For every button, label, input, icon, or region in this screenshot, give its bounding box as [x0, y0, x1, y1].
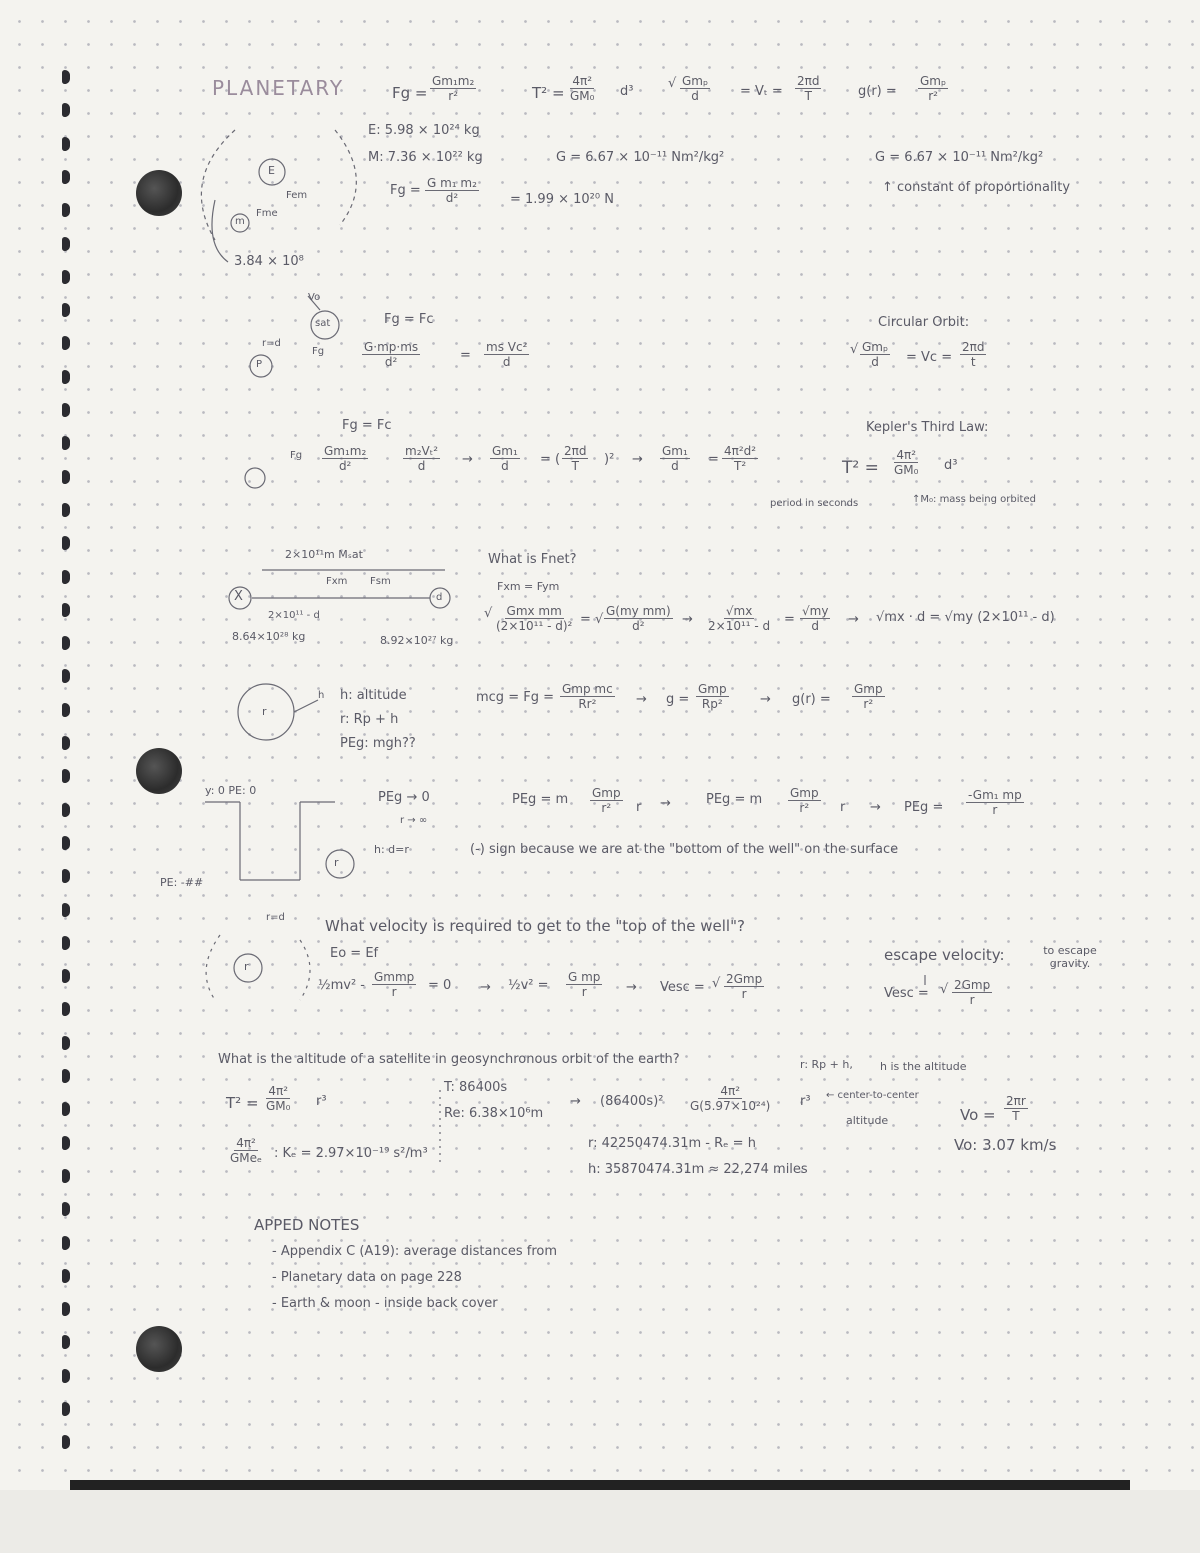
kepler-frac-1: $\frac{\text{Gm₁m₂}}{\text{d²}}$ [324, 444, 367, 473]
fem-label: Fem [286, 190, 308, 201]
escape-note: to escape gravity. [1043, 944, 1097, 970]
kepler-d3: d³ [944, 458, 958, 473]
fnet-frac-a: Gmx mm (2×10¹¹ - d)² [496, 604, 573, 633]
g-note-text: ↑ constant of proportionality [882, 180, 1071, 195]
geo-calc: (86400s)² [600, 1094, 664, 1109]
mx-label: 8.64×10²⁸ kg [232, 630, 306, 643]
rd-label-2: r=d [266, 912, 285, 923]
arrow: → [848, 612, 859, 627]
arrow: → [570, 1094, 581, 1109]
page-title: PLANETARY [212, 76, 345, 100]
arrow: → [682, 612, 693, 627]
kepler-frac-2: $\frac{\text{m₂Vₜ²}}{d}$ [405, 444, 439, 473]
kepler-frac-5: $\frac{\text{Gm₁}}{d}$ [662, 444, 688, 473]
arrow: → [632, 452, 643, 467]
sqrt-symbol: √ [850, 342, 859, 357]
peg-zero: PEg → 0 [378, 790, 430, 805]
circ-equals: = [460, 348, 471, 363]
geo-r3: r³ [316, 1094, 327, 1109]
gr-label: g(r) = [858, 84, 897, 99]
fnet-frac-c: $\frac{√mx}{\text{2×10¹¹ - d}}$ [708, 604, 771, 633]
bl-label: 2×10¹¹ - d [268, 610, 320, 621]
geo-t2: T² = [226, 1094, 259, 1112]
ctc-note: ← center-to-center [826, 1090, 919, 1101]
escape-e1: ½mv² - [318, 978, 365, 993]
escape-e2: = 0 [428, 978, 452, 993]
kepler-title: Kepler's Third Law: [866, 420, 989, 435]
r-label: r [262, 705, 267, 718]
kepler-t2: T² = [532, 84, 565, 102]
pe-f1-r: r [636, 800, 642, 815]
vesc-label: Vesc = [884, 986, 929, 1001]
equals: = √ [580, 612, 604, 627]
pe-frac-2: Gmp r² [790, 786, 819, 815]
g-note-value: G = 6.67 × 10⁻¹¹ Nm²/kg² [875, 150, 1044, 165]
well-pe-label: PE: -## [160, 876, 204, 889]
fg-fc-1: Fg = Fc [384, 312, 434, 327]
equals: = ( [540, 452, 561, 467]
escape-frac-4: 2Gmp r [726, 972, 763, 1001]
vo-label: Vo = [960, 1106, 996, 1124]
sqrt-symbol: √ [484, 606, 493, 621]
gravity-fraction: $\frac{\text{Gm₁m₂}}{\text{r²}}$ [432, 74, 475, 103]
arrow: → [760, 692, 771, 707]
altitude-note: altitude [846, 1114, 889, 1127]
escape-title: escape velocity: [884, 946, 1005, 964]
arrow: → [480, 980, 491, 995]
escape-e3: ½v² = [508, 978, 549, 993]
arrow: → [462, 452, 473, 467]
distance-label: 2×10¹¹m Mₛat [285, 548, 363, 561]
kepler-d3: d³ [620, 84, 634, 99]
vo-label: Vo [308, 292, 321, 303]
period-note: period in seconds [770, 498, 859, 509]
vo-result: Vo: 3.07 km/s [954, 1136, 1057, 1154]
vt-fraction: $\frac{2\pi d}{T}$ [797, 74, 820, 103]
note-item: - Planetary data on page 228 [272, 1270, 462, 1285]
fsm-label: Fsm [370, 576, 391, 587]
mass-note: ↑M₀: mass being orbited [912, 494, 1036, 505]
kepler-frac-6: $\frac{\text{4π²d²}}{\text{T²}}$ [724, 444, 757, 473]
x-label: X [234, 589, 243, 604]
arrow: → [626, 980, 637, 995]
well-r-label: r [334, 856, 339, 869]
moon-mass: M: 7.36 × 10²² kg [368, 150, 483, 165]
kepler-frac-3: $\frac{\text{Gm₁}}{d}$ [492, 444, 518, 473]
altitude-def: h: altitude [340, 688, 407, 703]
note-item: - Earth & moon - inside back cover [272, 1296, 498, 1311]
g-label: g = [666, 692, 690, 707]
equals: = [784, 612, 795, 627]
geo-frac-c: $\frac{\text{4π²}}{\text{G(5.97×10²⁴)}}$ [690, 1084, 771, 1113]
sqrt-symbol: √ [712, 976, 721, 991]
escape-question: What velocity is required to get to the "top of the well"? [325, 917, 745, 935]
earth-moon-distance: 3.84 × 10⁸ [234, 254, 304, 269]
planet-label: P [256, 359, 263, 370]
pe-frac-3: $\frac{\text{-Gm₁ mp}}{r}$ [968, 788, 1022, 817]
fme-label: Fme [256, 208, 278, 219]
fg-fraction: $\frac{\text{G m₁ m₂}}{\text{d²}}$ [427, 176, 477, 205]
notes-title: APPED NOTES [254, 1216, 360, 1234]
geo-frac-k: $\frac{\text{4π²}}{\text{GM₀}}$ [266, 1084, 291, 1113]
geo-frac-kk: 4π² GMeₑ [230, 1136, 263, 1165]
escape-e4: Vesc = [660, 980, 705, 995]
earth-label: E [268, 164, 275, 177]
gr-eq: mcg = Fg = [476, 690, 554, 705]
circ-fraction-2: $\frac{\text{ms Vc²}}{d}$ [486, 340, 528, 369]
gr-frac-3: Gmp r² [854, 682, 883, 711]
h-label: h [318, 690, 325, 701]
earth-radius: Re: 6.38×10⁶m [444, 1106, 544, 1121]
gr-frac-2: Gmp Rp² [698, 682, 727, 711]
h-dr: h: d=r [374, 843, 409, 856]
vt-label: = Vₜ = [740, 84, 783, 99]
my-label: 8.92×10²⁷ kg [380, 634, 454, 647]
peg-def: PEg: mgh?? [340, 736, 416, 751]
kepler-constant: : Kₑ = 2.97×10⁻¹⁹ s²/m³ [274, 1146, 428, 1161]
escape-frac-1: Gmmp r [374, 970, 415, 999]
rd-label: r=d [262, 338, 281, 349]
sqrt-symbol: √ [940, 982, 949, 997]
vesc-frac: 2Gmp r [954, 978, 991, 1007]
escape-r-label: r [244, 960, 249, 973]
pe-f2-r: r [840, 800, 846, 815]
kepler-frac-k: $\frac{\text{4π²}}{\text{GM₀}}$ [894, 448, 919, 477]
geo-question: What is the altitude of a satellite in geosynchronous orbit of the earth? [218, 1052, 680, 1067]
fg-result: = 1.99 × 10²⁰ N [510, 192, 614, 207]
energy-eq: Eo = Ef [330, 946, 379, 961]
kepler-fraction: $\frac{\text{4π²}}{\text{GM₀}}$ [570, 74, 595, 103]
circ-fraction-1: $\frac{G\cdot mp\cdot ms}{\text{d²}}$ [364, 340, 419, 369]
geo-c3: r³ [800, 1094, 811, 1109]
page-background [0, 1490, 1200, 1553]
pe-frac-1: Gmp r² [592, 786, 621, 815]
equals: = [708, 452, 719, 467]
gr-label: g(r) = [792, 692, 831, 707]
geo-r-def: r: Rp + h, [800, 1058, 853, 1071]
vt-sqrt-fraction: Gmₚ d [682, 74, 709, 103]
gravity-eq-label: Fg = [392, 84, 428, 102]
pe-f3: PEg = [904, 800, 944, 815]
geo-r-result: r: 42250474.31m - Rₑ = h [588, 1136, 756, 1151]
d-label: d [436, 592, 443, 603]
earth-mass: E: 5.98 × 10²⁴ kg [368, 123, 480, 138]
kepler-fg: Fg [290, 450, 303, 461]
r-infinity: r → ∞ [400, 815, 428, 826]
sat-label: sat [315, 318, 331, 329]
kepler-t2: T² = [842, 458, 879, 478]
fg-fc-2: Fg = Fc [342, 418, 392, 433]
page-bottom-edge [70, 1480, 1130, 1490]
vo-frac: $\frac{2\pi r}{T}$ [1006, 1094, 1026, 1123]
pe-f2: PEg = m [706, 792, 763, 807]
sqrt-symbol: √ [668, 76, 677, 91]
fg-label: Fg = [390, 183, 421, 198]
fnet-frac-b: $\frac{\text{G(my mm)}}{\text{d²}}$ [606, 604, 671, 633]
sign-note: (-) sign because we are at the "bottom of the well" on the surface [470, 842, 899, 857]
geo-period: T: 86400s [444, 1080, 508, 1095]
fxm-label: Fxm [326, 576, 348, 587]
co-sqrt-fraction: Gmₚ d [862, 340, 889, 369]
geo-h-def: h is the altitude [880, 1060, 967, 1073]
g-constant: G = 6.67 × 10⁻¹¹ Nm²/kg² [556, 150, 725, 165]
fnet-question: What is Fnet? [488, 552, 577, 567]
circular-orbit-title: Circular Orbit: [878, 315, 970, 330]
arrow: → [870, 800, 881, 815]
geo-h-result: h: 35870474.31m ≈ 22,274 miles [588, 1162, 808, 1177]
note-item: - Appendix C (A19): average distances from [272, 1244, 558, 1259]
arrow: → [660, 796, 671, 811]
pe-f1: PEg = m [512, 792, 569, 807]
fnet-eq1: Fxm = Fym [497, 580, 560, 593]
kepler-frac-4: $\frac{2\pi d}{T}$ [564, 444, 587, 473]
paren: )² [604, 452, 615, 467]
co-vc: = Vc = [906, 350, 953, 365]
gr-frac-1: Gmp mc Rr² [562, 682, 613, 711]
gr-fraction: Gmₚ r² [920, 74, 947, 103]
moon-label: m [235, 216, 245, 227]
fnet-frac-e: $\frac{√my}{d}$ [802, 604, 829, 633]
fnet-result: √mx · d = √my (2×10¹¹ - d) [876, 610, 1055, 625]
escape-frac-3: $\frac{\text{G mp}}{r}$ [568, 970, 601, 999]
co-fraction-2: $\frac{2\pi d}{t}$ [962, 340, 985, 369]
well-top-label: y: 0 PE: 0 [205, 784, 257, 797]
fg-arrow-label: Fg [312, 346, 325, 357]
arrow: → [636, 692, 647, 707]
radius-def: r: Rp + h [340, 712, 399, 727]
